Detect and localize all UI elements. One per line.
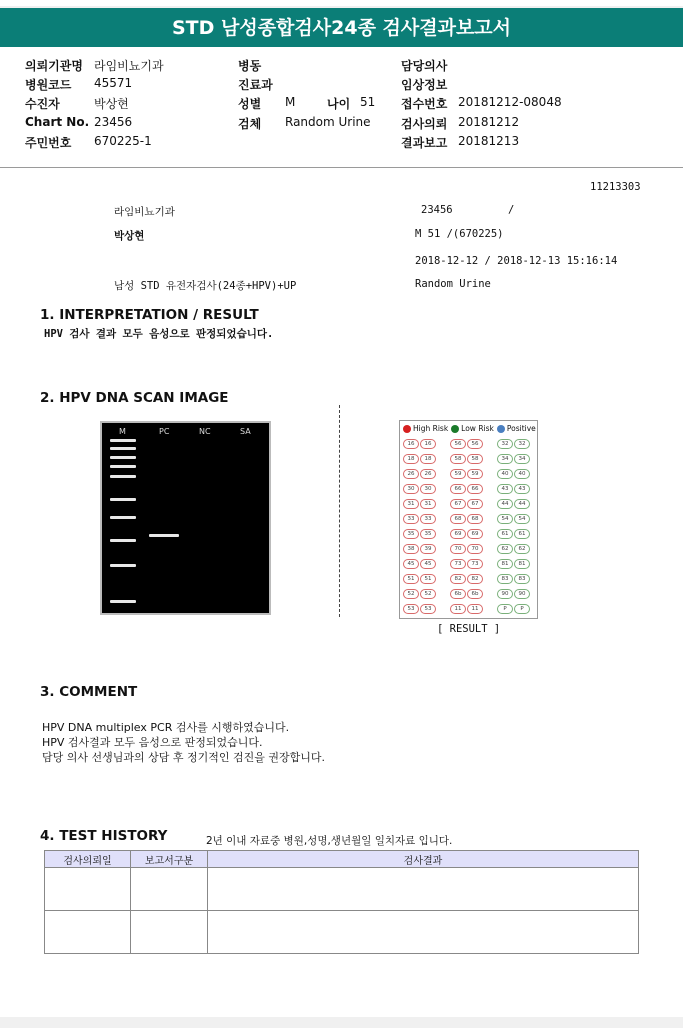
interpretation-title: 1. INTERPRETATION / RESULT (40, 307, 259, 323)
hpv-type-cell: 81 (497, 559, 513, 569)
hpv-type-cell: 6b (450, 589, 466, 599)
hpv-type-cell: 33 (420, 514, 436, 524)
hpv-type-cell: 34 (514, 454, 530, 464)
info-label: 진료과 (238, 78, 273, 92)
hpv-type-cell: 68 (450, 514, 466, 524)
hpv-type-cell: 26 (403, 469, 419, 479)
hpv-type-cell: 56 (450, 439, 466, 449)
hpv-type-cell: 73 (450, 559, 466, 569)
scan-image-title: 2. HPV DNA SCAN IMAGE (40, 390, 229, 406)
marker-band (110, 456, 136, 459)
patient-name: 박상현 (114, 230, 145, 242)
hpv-type-cell: 38 (403, 544, 419, 554)
hpv-type-cell: 31 (420, 499, 436, 509)
hpv-type-cell: 68 (467, 514, 483, 524)
history-cell (208, 911, 639, 954)
result-label: [ RESULT ] (437, 623, 501, 635)
sex-age: M 51 /(670225) (415, 228, 504, 240)
hpv-type-cell: 18 (403, 454, 419, 464)
history-header: 보고서구분 (131, 851, 208, 868)
history-cell (45, 911, 131, 954)
info-label: 병원코드 (25, 78, 72, 92)
info-label: 병동 (238, 59, 262, 73)
hpv-type-cell: 82 (450, 574, 466, 584)
low-risk-dot-icon (451, 425, 459, 433)
hpv-type-cell: 40 (514, 469, 530, 479)
hpv-type-cell: 59 (467, 469, 483, 479)
marker-band (110, 516, 136, 519)
history-cell (208, 868, 639, 911)
report-code: 11213303 (590, 181, 641, 193)
hpv-result-panel (399, 420, 538, 619)
info-value: 라임비뇨기과 (94, 59, 164, 73)
positive-dot-icon (497, 425, 505, 433)
history-table (44, 850, 639, 954)
hpv-type-cell: 16 (403, 439, 419, 449)
hpv-type-cell: 59 (450, 469, 466, 479)
hpv-type-cell: 6b (467, 589, 483, 599)
info-value: 20181212-08048 (458, 95, 562, 109)
info-label: Chart No. (25, 115, 90, 129)
marker-band (110, 447, 136, 450)
hpv-type-cell: 53 (420, 604, 436, 614)
marker-band (110, 475, 136, 478)
hpv-type-cell: 52 (403, 589, 419, 599)
history-note: 2년 이내 자료중 병원,성명,생년월일 일치자료 입니다. (206, 835, 453, 847)
hpv-type-cell: 45 (403, 559, 419, 569)
hpv-type-cell: 70 (450, 544, 466, 554)
image-divider (339, 405, 340, 617)
hpv-type-cell: 18 (420, 454, 436, 464)
history-cell (131, 911, 208, 954)
history-header: 검사결과 (208, 851, 639, 868)
info-label: 접수번호 (401, 97, 448, 111)
hpv-type-cell: 56 (467, 439, 483, 449)
marker-band (110, 465, 136, 468)
legend-label: Low Risk (461, 424, 494, 433)
hpv-type-cell: 69 (467, 529, 483, 539)
marker-band (110, 600, 136, 603)
hpv-type-cell: 82 (467, 574, 483, 584)
info-value: 20181213 (458, 134, 520, 148)
history-title: 4. TEST HISTORY (40, 828, 168, 844)
hpv-type-cell: 51 (403, 574, 419, 584)
gel-image (100, 421, 271, 615)
high-risk-dot-icon (403, 425, 411, 433)
lane-label: M (119, 427, 126, 436)
hpv-type-cell: 83 (497, 574, 513, 584)
hpv-type-cell: 45 (420, 559, 436, 569)
comment-line: HPV 검사결과 모두 음성으로 판정되었습니다. (42, 736, 263, 749)
hpv-type-cell: 11 (467, 604, 483, 614)
hpv-type-cell: P (514, 604, 530, 614)
hpv-type-cell: 90 (497, 589, 513, 599)
comment-line: HPV DNA multiplex PCR 검사를 시행하였습니다. (42, 721, 290, 734)
hpv-type-cell: 66 (467, 484, 483, 494)
hpv-type-cell: 53 (403, 604, 419, 614)
hpv-type-cell: 32 (497, 439, 513, 449)
info-label: 담당의사 (401, 59, 448, 73)
hpv-type-cell: 61 (514, 529, 530, 539)
hpv-type-cell: 26 (420, 469, 436, 479)
legend-label: High Risk (413, 424, 449, 433)
info-value: 20181212 (458, 115, 520, 129)
info-label: 주민번호 (25, 136, 72, 150)
history-cell (45, 868, 131, 911)
hpv-type-cell: 52 (420, 589, 436, 599)
lane-label: NC (199, 427, 211, 436)
hpv-type-cell: 39 (420, 544, 436, 554)
hpv-type-cell: 30 (403, 484, 419, 494)
institution-name: 라임비뇨기과 (114, 206, 175, 218)
info-label: 결과보고 (401, 136, 448, 150)
hpv-type-cell: 54 (497, 514, 513, 524)
hpv-type-cell: 83 (514, 574, 530, 584)
info-value: 670225-1 (94, 134, 152, 148)
hpv-type-cell: 54 (514, 514, 530, 524)
hpv-type-cell: 11 (450, 604, 466, 614)
age-value: 51 (360, 95, 376, 109)
hpv-type-cell: 32 (514, 439, 530, 449)
lane-label: SA (240, 427, 251, 436)
history-cell (131, 868, 208, 911)
hpv-type-cell: 43 (497, 484, 513, 494)
hpv-type-cell: 43 (514, 484, 530, 494)
info-label: 의뢰기관명 (25, 59, 83, 73)
marker-band (110, 498, 136, 501)
hpv-type-cell: P (497, 604, 513, 614)
legend-label: Positive (506, 424, 536, 433)
table-row (45, 868, 639, 911)
info-value: 박상현 (94, 97, 129, 111)
hpv-type-cell: 40 (497, 469, 513, 479)
hpv-type-cell: 67 (467, 499, 483, 509)
lane-label: PC (159, 427, 170, 436)
hpv-type-cell: 35 (403, 529, 419, 539)
interpretation-text: HPV 검사 결과 모두 음성으로 판정되었습니다. (44, 328, 274, 340)
hpv-type-cell: 51 (420, 574, 436, 584)
hpv-type-cell: 44 (497, 499, 513, 509)
hpv-type-cell: 33 (403, 514, 419, 524)
hpv-type-cell: 62 (497, 544, 513, 554)
hpv-type-cell: 81 (514, 559, 530, 569)
marker-band (110, 564, 136, 567)
hpv-type-cell: 16 (420, 439, 436, 449)
header-divider (0, 167, 683, 168)
hpv-type-cell: 66 (450, 484, 466, 494)
pc-band (149, 534, 179, 537)
separator: / (508, 204, 515, 216)
hpv-type-cell: 44 (514, 499, 530, 509)
hpv-type-cell: 31 (403, 499, 419, 509)
hpv-type-cell: 69 (450, 529, 466, 539)
info-value: Random Urine (285, 115, 371, 129)
hpv-type-cell: 62 (514, 544, 530, 554)
info-value: M (285, 95, 296, 109)
info-value: 45571 (94, 76, 133, 90)
hpv-type-cell: 35 (420, 529, 436, 539)
info-label: 검체 (238, 117, 262, 131)
chart-number: 23456 (421, 204, 453, 216)
comment-line: 담당 의사 선생님과의 상담 후 정기적인 검진을 권장합니다. (42, 751, 325, 764)
history-header: 검사의뢰일 (45, 851, 131, 868)
info-label: 검사의뢰 (401, 117, 448, 131)
info-label: 수진자 (25, 97, 60, 111)
report-dates: 2018-12-12 / 2018-12-13 15:16:14 (415, 255, 618, 267)
info-label: 성별 (238, 97, 262, 111)
info-label: 임상정보 (401, 78, 448, 92)
hpv-type-cell: 67 (450, 499, 466, 509)
info-value: 23456 (94, 115, 133, 129)
marker-band (110, 539, 136, 542)
hpv-type-cell: 70 (467, 544, 483, 554)
marker-band (110, 439, 136, 442)
hpv-type-cell: 30 (420, 484, 436, 494)
page-gap (0, 1017, 683, 1028)
report-title: STD 남성종합검사24종 검사결과보고서 (0, 6, 683, 47)
table-row (45, 911, 639, 954)
hpv-type-cell: 58 (467, 454, 483, 464)
hpv-type-cell: 61 (497, 529, 513, 539)
panel-legend (403, 424, 536, 433)
comment-title: 3. COMMENT (40, 684, 138, 700)
hpv-type-cell: 90 (514, 589, 530, 599)
age-label: 나이 (327, 97, 351, 111)
hpv-type-cell: 58 (450, 454, 466, 464)
specimen: Random Urine (415, 278, 491, 290)
hpv-type-cell: 73 (467, 559, 483, 569)
test-name: 남성 STD 유전자검사(24종+HPV)+UP (114, 280, 297, 292)
hpv-type-cell: 34 (497, 454, 513, 464)
